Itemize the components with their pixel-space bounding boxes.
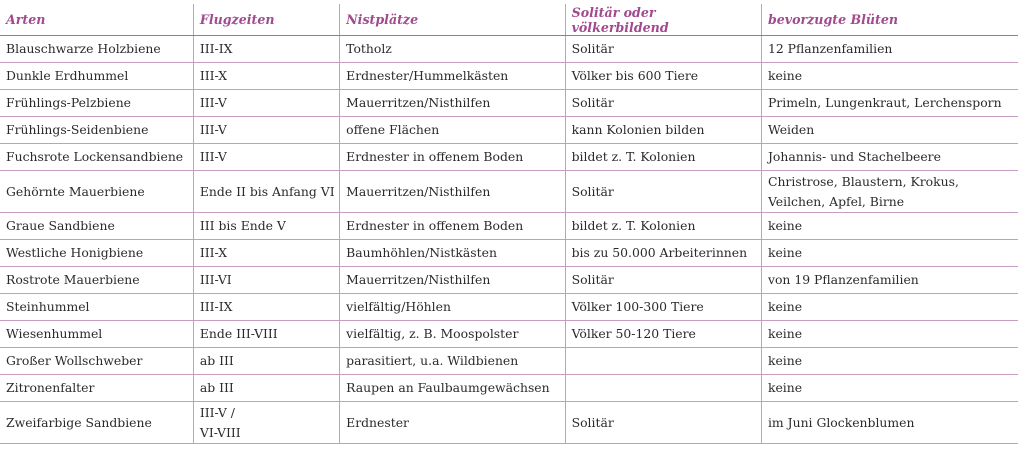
cell-art: Zitronenfalter — [0, 375, 193, 402]
cell-nistplatz: Erdnester/Hummelkästen — [340, 63, 565, 90]
cell-art: Zweifarbige Sandbiene — [0, 402, 193, 444]
cell-flugzeit-line-1: III-V / — [199, 404, 235, 420]
cell-sozial: Völker bis 600 Tiere — [565, 63, 761, 90]
table-row — [0, 213, 1018, 240]
cell-blueten — [761, 171, 1018, 213]
cell-blueten: von 19 Pflanzenfamilien — [761, 267, 1018, 294]
cell-sozial: Völker 50-120 Tiere — [565, 321, 761, 348]
cell-art: Dunkle Erdhummel — [0, 63, 193, 90]
cell-art: Frühlings-Pelzbiene — [0, 90, 193, 117]
table-row — [0, 267, 1018, 294]
header-blueten: bevorzugte Blüten — [761, 4, 1018, 36]
cell-sozial: kann Kolonien bilden — [565, 117, 761, 144]
cell-art: Großer Wollschweber — [0, 348, 193, 375]
cell-flugzeit: III-V — [193, 90, 339, 117]
header-nistplaetze: Nistplätze — [340, 4, 565, 36]
cell-blueten: keine — [761, 321, 1018, 348]
cell-flugzeit: III-VI — [193, 267, 339, 294]
table-row — [0, 90, 1018, 117]
cell-art: Rostrote Mauerbiene — [0, 267, 193, 294]
cell-nistplatz: Mauerritzen/Nisthilfen — [340, 171, 565, 213]
cell-blueten: Johannis- und Stachelbeere — [761, 144, 1018, 171]
cell-nistplatz: Baumhöhlen/Nistkästen — [340, 240, 565, 267]
table-row — [0, 63, 1018, 90]
cell-sozial: Solitär — [565, 171, 761, 213]
table-row — [0, 171, 1018, 213]
cell-sozial: bildet z. T. Kolonien — [565, 213, 761, 240]
cell-nistplatz: Mauerritzen/Nisthilfen — [340, 90, 565, 117]
table-row — [0, 402, 1018, 444]
cell-flugzeit: III-IX — [193, 294, 339, 321]
cell-flugzeit: III-IX — [193, 36, 339, 63]
cell-blueten: keine — [761, 375, 1018, 402]
cell-sozial: Solitär — [565, 90, 761, 117]
cell-blueten-line-1: Christrose, Blaustern, Krokus, — [767, 173, 959, 189]
cell-art: Blauschwarze Holzbiene — [0, 36, 193, 63]
cell-blueten: 12 Pflanzenfamilien — [761, 36, 1018, 63]
cell-flugzeit: III-X — [193, 240, 339, 267]
cell-blueten: keine — [761, 240, 1018, 267]
cell-flugzeit: ab III — [193, 348, 339, 375]
cell-blueten: keine — [761, 63, 1018, 90]
cell-sozial: Völker 100-300 Tiere — [565, 294, 761, 321]
table-row — [0, 144, 1018, 171]
cell-nistplatz: Erdnester — [340, 402, 565, 444]
cell-blueten: im Juni Glockenblumen — [761, 402, 1018, 444]
cell-flugzeit: III-V — [193, 144, 339, 171]
cell-flugzeit: III-X — [193, 63, 339, 90]
cell-flugzeit: III bis Ende V — [193, 213, 339, 240]
cell-flugzeit — [193, 402, 339, 444]
cell-sozial: Solitär — [565, 36, 761, 63]
cell-art: Wiesenhummel — [0, 321, 193, 348]
cell-blueten: keine — [761, 348, 1018, 375]
cell-sozial — [565, 375, 761, 402]
cell-art: Fuchsrote Lockensandbiene — [0, 144, 193, 171]
cell-sozial: Solitär — [565, 267, 761, 294]
table-row — [0, 375, 1018, 402]
cell-nistplatz: parasitiert, u.a. Wildbienen — [340, 348, 565, 375]
cell-flugzeit: ab III — [193, 375, 339, 402]
cell-sozial — [565, 348, 761, 375]
table-row — [0, 36, 1018, 63]
cell-nistplatz: Erdnester in offenem Boden — [340, 213, 565, 240]
cell-sozial: bis zu 50.000 Arbeiterinnen — [565, 240, 761, 267]
header-sozial: Solitär oder völkerbildend — [565, 4, 761, 36]
cell-blueten: Primeln, Lungenkraut, Lerchensporn — [761, 90, 1018, 117]
cell-nistplatz: Erdnester in offenem Boden — [340, 144, 565, 171]
table-row — [0, 240, 1018, 267]
table-row — [0, 117, 1018, 144]
table-row — [0, 321, 1018, 348]
cell-nistplatz: Mauerritzen/Nisthilfen — [340, 267, 565, 294]
header-flugzeiten: Flugzeiten — [193, 4, 339, 36]
cell-flugzeit: Ende III-VIII — [193, 321, 339, 348]
table-row — [0, 294, 1018, 321]
cell-art: Gehörnte Mauerbiene — [0, 171, 193, 213]
cell-sozial: bildet z. T. Kolonien — [565, 144, 761, 171]
cell-flugzeit: Ende II bis Anfang VI — [193, 171, 339, 213]
cell-blueten: keine — [761, 213, 1018, 240]
cell-flugzeit: III-V — [193, 117, 339, 144]
cell-blueten: keine — [761, 294, 1018, 321]
cell-nistplatz: vielfältig, z. B. Moospolster — [340, 321, 565, 348]
cell-sozial: Solitär — [565, 402, 761, 444]
cell-nistplatz: Totholz — [340, 36, 565, 63]
cell-art: Westliche Honigbiene — [0, 240, 193, 267]
cell-nistplatz: offene Flächen — [340, 117, 565, 144]
cell-blueten: Weiden — [761, 117, 1018, 144]
cell-art: Graue Sandbiene — [0, 213, 193, 240]
cell-art: Steinhummel — [0, 294, 193, 321]
cell-nistplatz: vielfältig/Höhlen — [340, 294, 565, 321]
species-table — [0, 4, 1018, 444]
header-arten: Arten — [0, 4, 193, 36]
table-row — [0, 348, 1018, 375]
cell-flugzeit-line-2: VI-VIII — [199, 424, 241, 440]
cell-art: Frühlings-Seidenbiene — [0, 117, 193, 144]
cell-blueten-line-2: Veilchen, Apfel, Birne — [767, 193, 905, 209]
header-row — [0, 4, 1018, 36]
cell-nistplatz: Raupen an Faulbaumgewächsen — [340, 375, 565, 402]
